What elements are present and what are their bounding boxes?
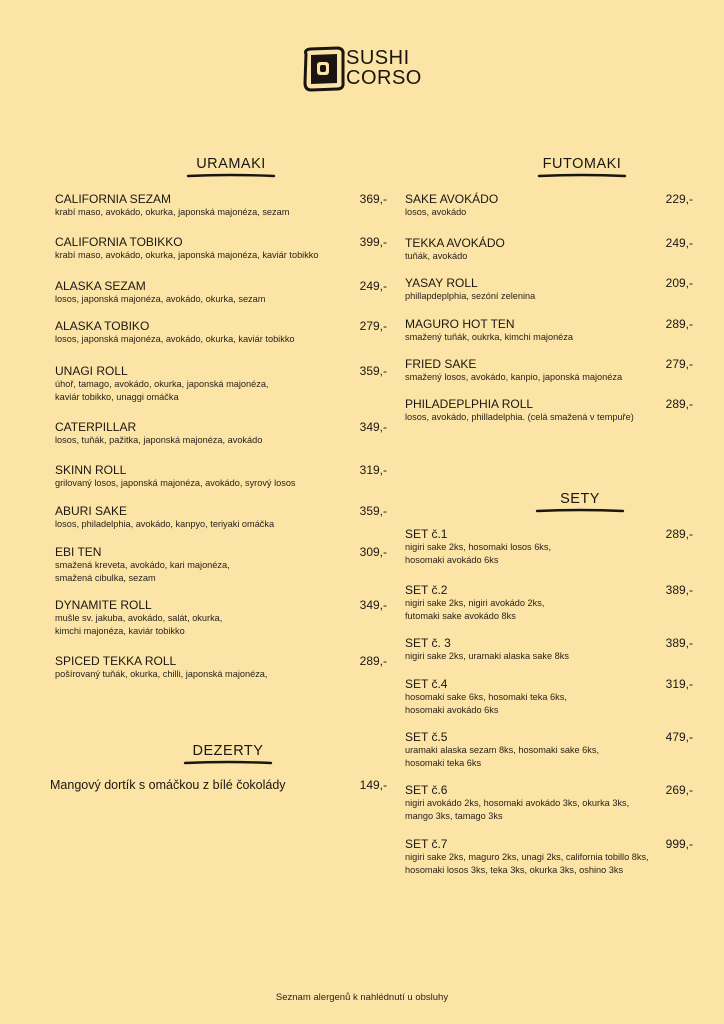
menu-item [55,364,387,404]
item-name: SET č.4 [405,677,448,691]
item-price: 479,- [665,730,693,744]
dezerty-heading [182,743,274,766]
brush-underline [535,508,625,514]
item-price: 309,- [359,545,387,559]
item-description-line-2: kaviár tobikko, unaggi omáčka [55,392,179,402]
item-description-line-2: futomaki sake avokádo 8ks [405,611,516,621]
sety-title: SETY [560,491,600,507]
menu-item [55,420,387,447]
item-description-line-2: smažená cibulka, sezam [55,573,156,583]
dessert-price: 149,- [359,778,387,792]
sety-heading [534,491,626,514]
item-description: smažený tuňák, oukrka, kimchi majonéza [405,332,573,342]
menu-item [405,837,693,877]
menu-item [405,276,693,303]
menu-item [55,545,387,585]
allergen-note: Seznam alergenů k nahlédnutí u obsluhy [275,992,449,1003]
item-name: MAGURO HOT TEN [405,317,515,331]
item-description: losos, philadelphia, avokádo, kanpyo, teriyaki omáčka [55,519,275,529]
item-description: losos, tuňák, pažitka, japonská majonéza, avokádo [55,435,263,445]
menu-item [55,654,387,681]
item-price: 399,- [359,235,387,249]
item-price: 289,- [665,397,693,411]
item-name: SAKE AVOKÁDO [405,192,499,206]
item-description: smažená kreveta, avokádo, kari majonéza, [55,560,230,570]
item-name: DYNAMITE ROLL [55,598,152,612]
item-name: PHILADEPLPHIA ROLL [405,397,534,411]
brand-line-2: CORSO [346,67,422,89]
brand-logo [302,42,432,96]
item-description-line-2: hosomaki avokádo 6ks [405,555,499,565]
item-price: 359,- [359,504,387,518]
futomaki-heading [536,156,628,179]
dezerty-title: DEZERTY [192,743,264,759]
item-name: ALASKA TOBIKO [55,319,150,333]
item-description: losos, japonská majonéza, avokádo, okurka, sezam [55,294,266,304]
menu-item [405,636,693,663]
sushi-roll-icon [302,46,346,92]
item-price: 349,- [359,598,387,612]
item-price: 289,- [665,317,693,331]
item-description: pošírovaný tuňák, okurka, chilli, japonská majonéza, [55,669,268,679]
item-description: nigiri sake 2ks, maguro 2ks, unagi 2ks, california tobillo 8ks, [405,852,649,862]
item-description: uramaki alaska sezam 8ks, hosomaki sake 6ks, [405,745,600,755]
item-name: TEKKA AVOKÁDO [405,236,505,250]
item-name: SPICED TEKKA ROLL [55,654,177,668]
item-price: 319,- [665,677,693,691]
item-name: CALIFORNIA TOBIKKO [55,235,183,249]
item-price: 279,- [359,319,387,333]
menu-item [405,192,693,219]
item-description: grilovaný losos, japonská majonéza, avokádo, syrový losos [55,478,296,488]
item-name: EBI TEN [55,545,102,559]
item-description: mušle sv. jakuba, avokádo, salát, okurka, [55,613,223,623]
item-description: hosomaki sake 6ks, hosomaki teka 6ks, [405,692,567,702]
brush-underline [186,173,276,179]
item-price: 389,- [665,583,693,597]
item-name: SET č.1 [405,527,448,541]
menu-item [405,236,693,263]
menu-item [55,279,387,306]
item-price: 249,- [665,236,693,250]
item-price: 359,- [359,364,387,378]
uramaki-heading [185,156,277,179]
item-description-line-2: mango 3ks, tamago 3ks [405,811,503,821]
item-name: CATERPILLAR [55,420,137,434]
item-description: nigiri sake 2ks, hosomaki losos 6ks, [405,542,552,552]
item-name: CALIFORNIA SEZAM [55,192,172,206]
menu-item [55,504,387,531]
item-description: phillapdeplphia, sezóní zelenina [405,291,536,301]
item-price: 389,- [665,636,693,650]
item-name: SET č. 3 [405,636,451,650]
item-description: nigiri sake 2ks, nigiri avokádo 2ks, [405,598,545,608]
brush-underline [183,760,273,766]
menu-item [405,783,693,823]
item-name: SKINN ROLL [55,463,127,477]
menu-item [405,583,693,623]
menu-item [55,235,387,262]
menu-item [405,677,693,717]
item-price: 349,- [359,420,387,434]
brush-underline [537,173,627,179]
item-price: 229,- [665,192,693,206]
item-description: smažený losos, avokádo, kanpio, japonská majonéza [405,372,623,382]
item-description: losos, avokádo [405,207,467,217]
menu-item [405,730,693,770]
item-description: losos, japonská majonéza, avokádo, okurka, kaviár tobikko [55,334,295,344]
dessert-name: Mangový dortík s omáčkou z bílé čokolády [50,778,286,792]
item-name: SET č.6 [405,783,448,797]
item-price: 289,- [665,527,693,541]
item-name: FRIED SAKE [405,357,477,371]
menu-item [55,192,387,219]
item-price: 319,- [359,463,387,477]
uramaki-title: URAMAKI [196,156,266,172]
item-name: YASAY ROLL [405,276,478,290]
item-price: 369,- [359,192,387,206]
item-description: tuňák, avokádo [405,251,468,261]
item-name: SET č.2 [405,583,448,597]
menu-item [55,598,387,638]
item-description-line-2: kimchi majonéza, kaviár tobikko [55,626,185,636]
item-description: krabí maso, avokádo, okurka, japonská majonéza, sezam [55,207,290,217]
item-description: krabí maso, avokádo, okurka, japonská majonéza, kaviár tobikko [55,250,319,260]
item-price: 999,- [665,837,693,851]
item-description: nigiri sake 2ks, uramaki alaska sake 8ks [405,651,569,661]
item-description: nigiri avokádo 2ks, hosomaki avokádo 3ks, okurka 3ks, [405,798,630,808]
item-name: UNAGI ROLL [55,364,128,378]
item-name: ABURI SAKE [55,504,128,518]
menu-item [405,527,693,567]
menu-item [55,463,387,490]
item-description-line-2: hosomaki avokádo 6ks [405,705,499,715]
dessert-item [50,778,387,792]
item-price: 269,- [665,783,693,797]
item-price: 209,- [665,276,693,290]
item-name: ALASKA SEZAM [55,279,146,293]
menu-item [405,397,693,424]
menu-item [55,319,387,346]
item-name: SET č.5 [405,730,448,744]
item-description-line-2: hosomaki losos 3ks, teka 3ks, okurka 3ks, oshino 3ks [405,865,624,875]
futomaki-title: FUTOMAKI [542,156,622,172]
item-description-line-2: hosomaki teka 6ks [405,758,482,768]
brand-line-1: SUSHI [346,47,410,69]
menu-item [405,357,693,384]
item-name: SET č.7 [405,837,448,851]
item-description: losos, avokádo, philladelphia. (celá smažená v tempuře) [405,412,634,422]
item-price: 279,- [665,357,693,371]
item-price: 249,- [359,279,387,293]
item-price: 289,- [359,654,387,668]
menu-item [405,317,693,344]
item-description: úhoř, tamago, avokádo, okurka, japonská majonéza, [55,379,269,389]
